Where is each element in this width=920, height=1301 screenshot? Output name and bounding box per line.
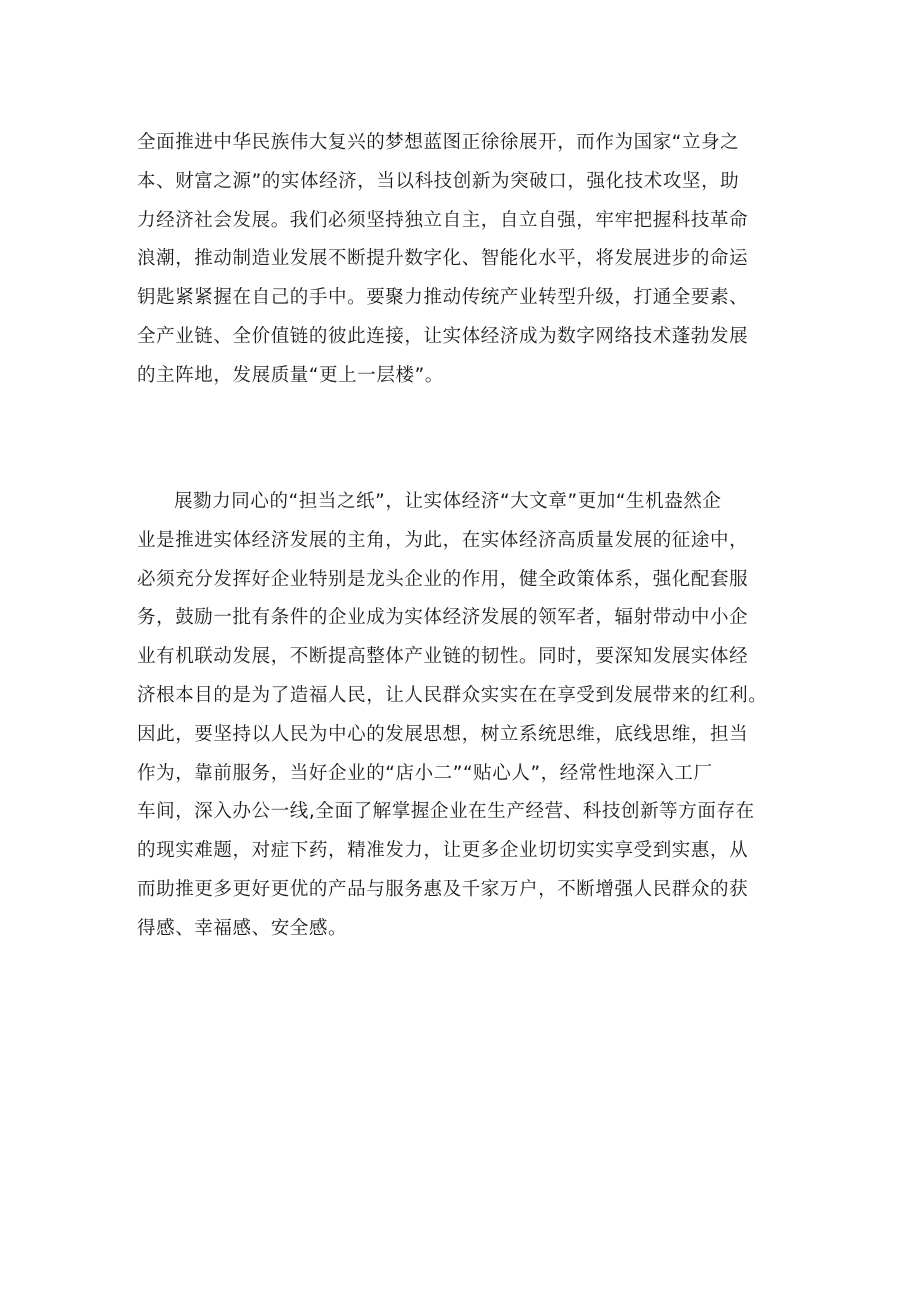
paragraph-line: 济根本目的是为了造福人民，让人民群众实实在在享受到发展带来的红利。 <box>137 684 768 706</box>
paragraph-line: 展勠力同心的“担当之纸”，让实体经济“大文章”更加“生机盎然企 <box>174 491 722 512</box>
paragraph-line: 必须充分发挥好企业特别是龙头企业的作用，健全政策体系，强化配套服 <box>137 568 749 590</box>
paragraph-line: 全产业链、全价值链的彼此连接，让实体经济成为数字网络技术蓬勃发展 <box>137 325 749 347</box>
paragraph-line: 的主阵地，发展质量“更上一层楼”。 <box>137 364 444 386</box>
paragraph-line: 而助推更多更好更优的产品与服务惠及千家万户，不断增强人民群众的获 <box>137 878 749 900</box>
paragraph-line: 业有机联动发展，不断提高整体产业链的韧性。同时，要深知发展实体经 <box>137 646 749 668</box>
paragraph-line: 力经济社会发展。我们必须坚持独立自主，自立自强，牢牢把握科技革命 <box>137 209 749 231</box>
paragraph-1 <box>137 124 797 396</box>
paragraph-line: 业是推进实体经济发展的主角，为此，在实体经济高质量发展的征途中， <box>137 529 749 551</box>
paragraph-2 <box>137 483 797 949</box>
paragraph-line: 车间，深入办公一线,全面了解掌握企业在生产经营、科技创新等方面存在 <box>137 801 755 823</box>
paragraph-line: 本、财富之源”的实体经济，当以科技创新为突破口，强化技术攻坚，助 <box>137 170 740 192</box>
paragraph-line: 全面推进中华民族伟大复兴的梦想蓝图正徐徐展开，而作为国家“立身之 <box>137 132 740 153</box>
paragraph-line: 作为，靠前服务，当好企业的“店小二”“贴心人”，经常性地深入工厂 <box>137 762 713 784</box>
paragraph-line: 得感、幸福感、安全感。 <box>137 917 348 939</box>
paragraph-line: 务，鼓励一批有条件的企业成为实体经济发展的领军者，辐射带动中小企 <box>137 607 749 629</box>
paragraph-line: 因此，要坚持以人民为中心的发展思想，树立系统思维，底线思维，担当 <box>137 723 749 745</box>
paragraph-line: 浪潮，推动制造业发展不断提升数字化、智能化水平，将发展进步的命运 <box>137 248 749 270</box>
paragraph-line: 钥匙紧紧握在自己的手中。要聚力推动传统产业转型升级，打通全要素、 <box>137 287 749 309</box>
paragraph-line: 的现实难题，对症下药，精准发力，让更多企业切切实实享受到实惠，从 <box>137 840 749 862</box>
